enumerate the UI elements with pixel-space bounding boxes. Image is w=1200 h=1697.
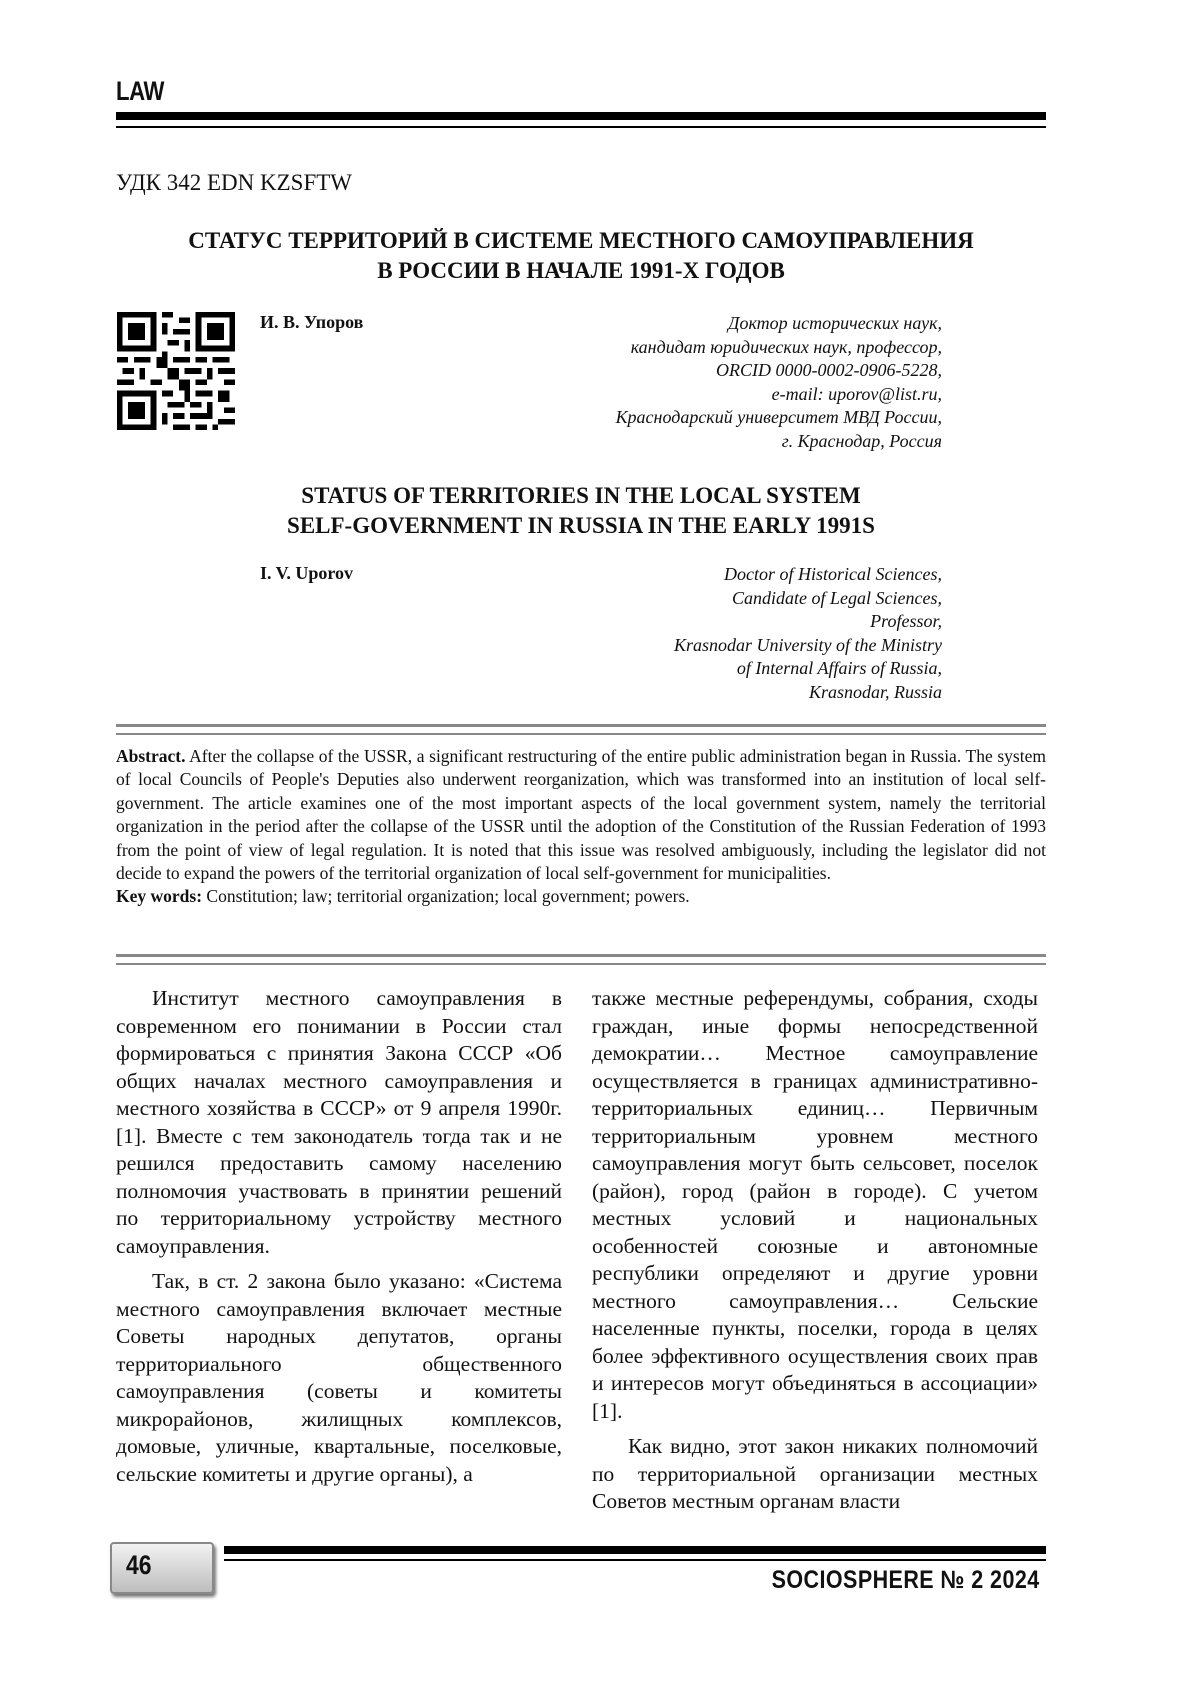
affiliation-line: ORCID 0000-0002-0906-5228, (716, 360, 942, 380)
abstract-bottom-rule (116, 954, 1046, 965)
author-name-russian: И. В. Упоров (260, 312, 364, 332)
title-english (116, 481, 1046, 541)
abstract-block (116, 745, 1046, 909)
body-paragraph: также местные референдумы, собрания, сходы граждан, иные формы непосредственной демократии… Местное самоуправление осуществляется в границах административно-территориальных единиц… Первичным территориальным уровнем местного самоуправления могут быть сельсовет, поселок (район), город (район в городе). С учетом местных условий и национальных особенностей союзные и автономные республики определяют и другие уровни местного самоуправления… Сельские населенные пункты, поселки, города в целях более эффективного осуществления своих прав и интересов могут объединяться в ассоциации» [1]. (592, 986, 1038, 1423)
title-russian-line-2: В РОССИИ В НАЧАЛЕ 1991-Х ГОДОВ (377, 258, 785, 283)
author-name-english: I. V. Uporov (260, 563, 354, 583)
header-rule-thin (116, 126, 1046, 128)
abstract-paragraph (116, 745, 1046, 885)
body-paragraph: Институт местного самоуправления в современном его понимании в России стал формироваться с принятия Закона СССР «Об общих началах местного самоуправления и местного хозяйства в СССР» от 9 апреля 1990г. [1]. Вместе с тем законодатель тогда так и не решился предоставить самому населению полномочия участвовать в принятии решений по территориальному устройству местного самоуправления. (116, 986, 562, 1258)
qr-code-icon (116, 312, 236, 430)
footer-rule-thick (224, 1546, 1046, 1554)
abstract-text: After the collapse of the USSR, a significant restructuring of the entire public administration began in Russia. The system of local Councils of People's Deputies also underwent reorganization, which was transformed into an institution of local self-government. The article examines one of the most important aspects of the local government system, namely the territorial organization in the period after the collapse of the USSR until the adoption of the Constitution of the Russian Federation of 1993 from the point of view of legal regulation. It is noted that this issue was resolved ambiguously, including the legislator did not decide to expand the powers of the territorial organization of local self-government for municipalities. (116, 746, 1046, 884)
title-english-line-1: STATUS OF TERRITORIES IN THE LOCAL SYSTEM (301, 483, 861, 508)
title-russian-line-1: СТАТУС ТЕРРИТОРИЙ В СИСТЕМЕ МЕСТНОГО САМОУПРАВЛЕНИЯ (188, 228, 974, 253)
keywords-paragraph (116, 885, 1046, 908)
journal-name: SOCIOSPHERE № 2 2024 (772, 1566, 1040, 1594)
body-column-left (116, 985, 562, 1488)
affiliation-line: Краснодарский университет МВД России, (615, 407, 942, 427)
affiliation-line: кандидат юридических наук, профессор, (630, 336, 942, 357)
author-affiliation-russian (616, 312, 942, 453)
abstract-label: Abstract. (116, 746, 186, 766)
affiliation-line: Krasnodar University of the Ministry (674, 634, 942, 655)
page-number-box (110, 1542, 214, 1594)
keywords-label: Key words: (116, 886, 203, 907)
abstract-top-rule (116, 724, 1046, 735)
affiliation-line: Доктор исторических наук, (728, 313, 942, 333)
affiliation-line: of Internal Affairs of Russia, (736, 658, 942, 678)
header-rule-thick (116, 112, 1046, 120)
title-russian (116, 226, 1046, 286)
affiliation-line: Professor, (870, 611, 942, 631)
page-number: 46 (126, 1550, 152, 1580)
affiliation-line: Krasnodar, Russia (808, 681, 942, 702)
affiliation-line: г. Краснодар, Россия (781, 430, 942, 451)
affiliation-line: e-mail: uporov@list.ru, (771, 383, 942, 404)
affiliation-line: Doctor of Historical Sciences, (724, 564, 942, 584)
section-label: LAW (116, 76, 164, 106)
keywords-text: Constitution; law; territorial organization; local government; powers. (206, 886, 690, 907)
affiliation-line: Candidate of Legal Sciences, (732, 587, 942, 608)
title-english-line-2: SELF-GOVERNMENT IN RUSSIA IN THE EARLY 1991S (287, 513, 875, 538)
author-affiliation-english (674, 563, 942, 704)
body-column-right (592, 985, 1038, 1516)
udk-line: УДК 342 EDN KZSFTW (116, 170, 353, 195)
body-paragraph: Так, в ст. 2 закона было указано: «Система местного самоуправления включает местные Советы народных депутатов, органы территориального общественного самоуправления (советы и комитеты микрорайонов, жилищных комплексов, домовые, уличные, квартальные, поселковые, сельские комитеты и другие органы), а (116, 1269, 562, 1486)
footer-rule-thin (224, 1559, 1046, 1561)
body-paragraph: Как видно, этот закон никаких полномочий по территориальной организации местных Советов местным органам власти (592, 1434, 1038, 1513)
